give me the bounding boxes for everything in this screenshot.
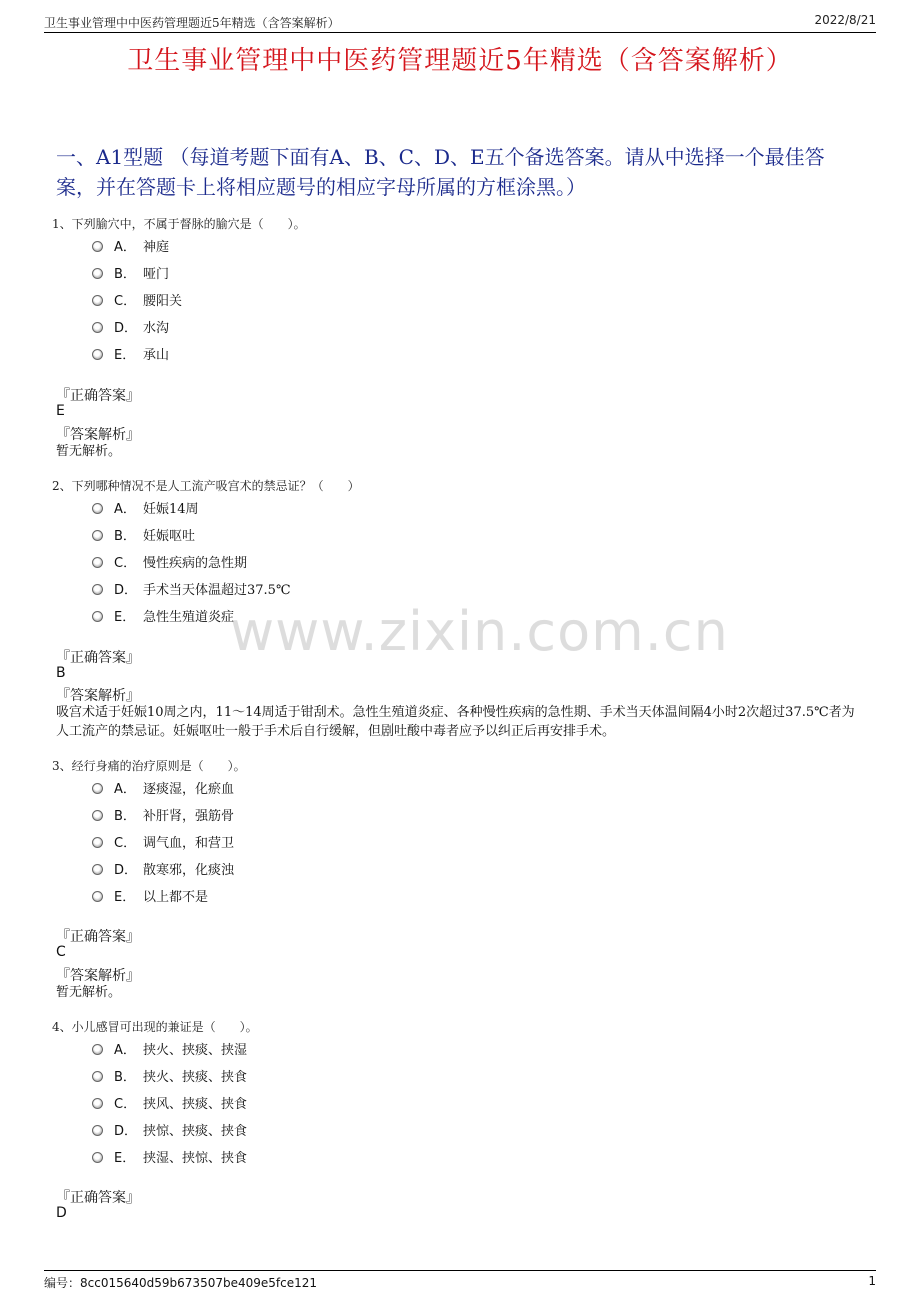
question-stem: 2、下列哪种情况不是人工流产吸宫术的禁忌证？（ ） [52, 479, 360, 493]
answer-label: 『正确答案』 [56, 1190, 140, 1206]
correct-answer: D [56, 1205, 67, 1221]
analysis-label: 『答案解析』 [56, 427, 140, 443]
radio-icon[interactable] [92, 322, 103, 333]
radio-icon[interactable] [92, 783, 103, 794]
analysis-text: 吸宫术适于妊娠10周之内，11～14周适于钳刮术。急性生殖道炎症、各种慢性疾病的急性期、手术当天体温间隔4小时2次超过37.5℃者为人工流产的禁忌证。妊娠呕吐一般于手术后自行缓解，但剧吐酸中毒者应予以纠正后再安排手术。 [56, 705, 855, 739]
answer-label: 『正确答案』 [56, 388, 140, 404]
page-footer [44, 1270, 876, 1291]
radio-icon[interactable] [92, 530, 103, 541]
radio-icon[interactable] [92, 268, 103, 279]
page-header [44, 12, 876, 33]
correct-answer: E [56, 403, 65, 419]
radio-icon[interactable] [92, 891, 103, 902]
radio-icon[interactable] [92, 837, 103, 848]
radio-icon[interactable] [92, 864, 103, 875]
radio-icon[interactable] [92, 611, 103, 622]
radio-icon[interactable] [92, 1044, 103, 1055]
radio-icon[interactable] [92, 503, 103, 514]
analysis-text: 暂无解析。 [56, 985, 122, 1000]
correct-answer: B [56, 665, 66, 681]
analysis-label: 『答案解析』 [56, 688, 140, 704]
header-doc-title: 卫生事业管理中中医药管理题近5年精选（含答案解析） [44, 16, 340, 30]
section-heading: 一、A1型题 （每道考题下面有A、B、C、D、E五个备选答案。请从中选择一个最佳答案，并在答题卡上将相应题号的相应字母所属的方框涂黑。） [56, 145, 825, 199]
question-stem: 1、下列腧穴中，不属于督脉的腧穴是（ ）。 [52, 217, 306, 231]
analysis-label: 『答案解析』 [56, 968, 140, 984]
radio-icon[interactable] [92, 1098, 103, 1109]
answer-label: 『正确答案』 [56, 650, 140, 666]
analysis-text: 暂无解析。 [56, 444, 122, 459]
radio-icon[interactable] [92, 810, 103, 821]
document-title: 卫生事业管理中中医药管理题近5年精选（含答案解析） [127, 46, 793, 76]
radio-icon[interactable] [92, 295, 103, 306]
radio-icon[interactable] [92, 584, 103, 595]
radio-icon[interactable] [92, 557, 103, 568]
radio-icon[interactable] [92, 1071, 103, 1082]
document-id: 编号：8cc015640d59b673507be409e5fce121 [44, 1276, 317, 1290]
correct-answer: C [56, 944, 66, 960]
watermark: www.zixin.com.cn [230, 600, 729, 663]
page-number: 1 [868, 1274, 876, 1288]
question-stem: 3、经行身痛的治疗原则是（ ）。 [52, 759, 246, 773]
header-date: 2022/8/21 [814, 13, 876, 27]
radio-icon[interactable] [92, 1125, 103, 1136]
radio-icon[interactable] [92, 241, 103, 252]
radio-icon[interactable] [92, 349, 103, 360]
question-stem: 4、小儿感冒可出现的兼证是（ ）。 [52, 1020, 258, 1034]
radio-icon[interactable] [92, 1152, 103, 1163]
answer-label: 『正确答案』 [56, 929, 140, 945]
